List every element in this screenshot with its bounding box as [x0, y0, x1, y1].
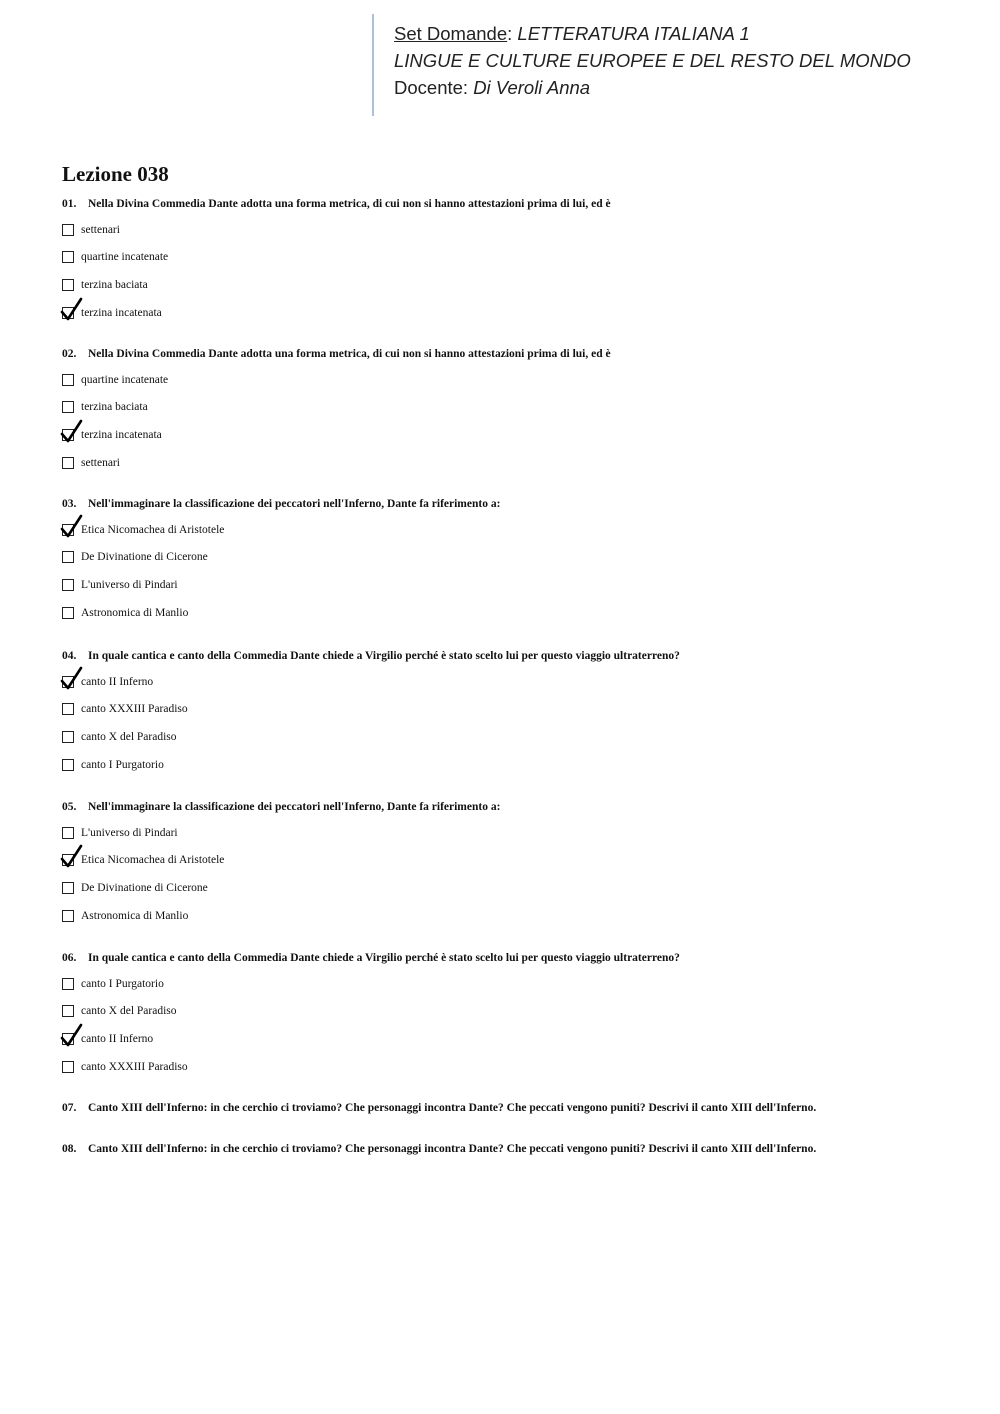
- set-separator: :: [507, 23, 518, 44]
- question-text: In quale cantica e canto della Commedia Dante chiede a Virgilio perché è stato scelto lui per questo viaggio ultraterreno?: [88, 650, 680, 662]
- teacher-label: Docente:: [394, 77, 474, 98]
- answer-label: quartine incatenate: [81, 374, 169, 386]
- question-text: Nella Divina Commedia Dante adotta una forma metrica, di cui non si hanno attestazioni prima di lui, ed è: [88, 198, 611, 210]
- answer-label: Etica Nicomachea di Aristotele: [81, 854, 225, 866]
- answer-label: L'universo di Pindari: [81, 827, 178, 839]
- question-number: 08.: [62, 1143, 77, 1155]
- teacher-name: Di Veroli Anna: [473, 77, 591, 98]
- answer-label: terzina baciata: [81, 401, 148, 413]
- answer-label: canto II Inferno: [81, 1033, 154, 1045]
- answer-checkbox[interactable]: [62, 251, 74, 263]
- answer-label: De Divinatione di Cicerone: [81, 551, 208, 563]
- question-text: Canto XIII dell'Inferno: in che cerchio ci troviamo? Che personaggi incontra Dante? Che peccati vengono puniti? Descrivi il canto XIII dell'Inferno.: [88, 1143, 817, 1155]
- question-number: 07.: [62, 1102, 77, 1114]
- answer-checkbox[interactable]: [62, 607, 74, 619]
- answer-checkbox[interactable]: [62, 978, 74, 990]
- answer-label: canto XXXIII Paradiso: [81, 703, 188, 715]
- answer-label: terzina incatenata: [81, 429, 162, 441]
- question-number: 01.: [62, 198, 77, 210]
- question-text: Canto XIII dell'Inferno: in che cerchio ci troviamo? Che personaggi incontra Dante? Che peccati vengono puniti? Descrivi il canto XIII dell'Inferno.: [88, 1102, 817, 1114]
- answer-checkbox[interactable]: [62, 579, 74, 591]
- answer-checkbox[interactable]: [62, 731, 74, 743]
- answer-label: canto I Purgatorio: [81, 978, 164, 990]
- answer-label: Etica Nicomachea di Aristotele: [81, 524, 225, 536]
- answer-checkbox[interactable]: [62, 1005, 74, 1017]
- course-title: LETTERATURA ITALIANA 1: [517, 23, 750, 44]
- answer-checkbox[interactable]: [62, 457, 74, 469]
- answer-label: canto X del Paradiso: [81, 731, 177, 743]
- answer-label: L'universo di Pindari: [81, 579, 178, 591]
- answer-label: Astronomica di Manlio: [81, 910, 189, 922]
- answer-label: De Divinatione di Cicerone: [81, 882, 208, 894]
- question-number: 04.: [62, 650, 77, 662]
- set-line: [394, 20, 972, 47]
- question-number: 06.: [62, 952, 77, 964]
- question-text: Nella Divina Commedia Dante adotta una forma metrica, di cui non si hanno attestazioni prima di lui, ed è: [88, 348, 611, 360]
- program-title: LINGUE E CULTURE EUROPEE E DEL RESTO DEL MONDO: [394, 50, 911, 71]
- teacher-line: [394, 74, 972, 101]
- answer-checkbox[interactable]: [62, 703, 74, 715]
- question-03: [62, 498, 962, 510]
- answer-checkbox[interactable]: [62, 279, 74, 291]
- lesson-title: Lezione 038: [62, 162, 169, 186]
- answer-checkbox[interactable]: [62, 1061, 74, 1073]
- question-text: Nell'immaginare la classificazione dei peccatori nell'Inferno, Dante fa riferimento a:: [88, 498, 501, 510]
- question-02: [62, 348, 962, 360]
- question-number: 05.: [62, 801, 77, 813]
- question-08: [62, 1143, 962, 1155]
- answer-label: canto XXXIII Paradiso: [81, 1061, 188, 1073]
- question-07: [62, 1102, 962, 1114]
- document-header: [372, 14, 972, 116]
- question-text: In quale cantica e canto della Commedia Dante chiede a Virgilio perché è stato scelto lui per questo viaggio ultraterreno?: [88, 952, 680, 964]
- answer-checkbox[interactable]: [62, 401, 74, 413]
- answer-label: canto II Inferno: [81, 676, 154, 688]
- answer-checkbox[interactable]: [62, 882, 74, 894]
- answer-label: settenari: [81, 224, 120, 236]
- question-number: 03.: [62, 498, 77, 510]
- answer-label: terzina baciata: [81, 279, 148, 291]
- answer-checkbox[interactable]: [62, 910, 74, 922]
- answer-checkbox[interactable]: [62, 224, 74, 236]
- answer-checkbox[interactable]: [62, 827, 74, 839]
- question-01: [62, 198, 962, 210]
- answer-label: quartine incatenate: [81, 251, 169, 263]
- set-label: Set Domande: [394, 23, 508, 44]
- answer-label: canto X del Paradiso: [81, 1005, 177, 1017]
- question-text: Nell'immaginare la classificazione dei peccatori nell'Inferno, Dante fa riferimento a:: [88, 801, 501, 813]
- answer-label: Astronomica di Manlio: [81, 607, 189, 619]
- answer-checkbox[interactable]: [62, 374, 74, 386]
- question-06: [62, 952, 962, 964]
- question-05: [62, 801, 962, 813]
- answer-label: settenari: [81, 457, 120, 469]
- question-04: [62, 650, 962, 662]
- answer-label: terzina incatenata: [81, 307, 162, 319]
- answer-checkbox[interactable]: [62, 551, 74, 563]
- answer-label: canto I Purgatorio: [81, 759, 164, 771]
- question-number: 02.: [62, 348, 77, 360]
- answer-checkbox[interactable]: [62, 759, 74, 771]
